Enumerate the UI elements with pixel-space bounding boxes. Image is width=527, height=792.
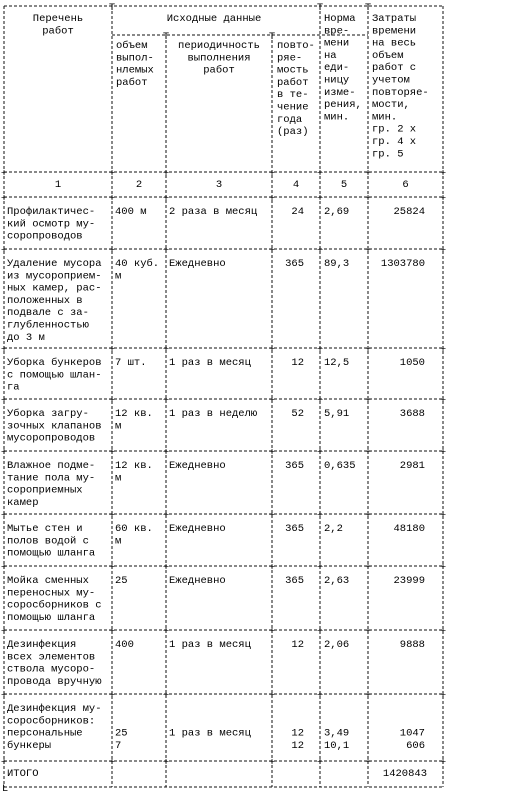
header-norm: мин. (324, 111, 350, 124)
cross-glyph: + (162, 395, 170, 407)
row-volume: м (115, 472, 122, 485)
cross-glyph: + (162, 344, 170, 356)
cross-glyph: + (0, 193, 8, 205)
row-repeat: 365 (285, 258, 304, 270)
header-periodicity: работ (203, 64, 235, 77)
row-work-name: ных камер, рас- (7, 282, 102, 295)
header-cost: на весь (372, 37, 417, 50)
row-norm: 89,3 (324, 258, 350, 270)
cross-glyph: + (0, 690, 8, 702)
row-volume: 7 шт. (115, 357, 147, 369)
row-repeat: 12 (291, 739, 304, 752)
row-work-name: тание пола му- (7, 472, 96, 485)
header-norm: мени (324, 37, 350, 50)
row-work-name: Профилактичес- (7, 206, 96, 218)
cross-glyph: + (108, 193, 116, 205)
row-work-name: камер (7, 496, 39, 509)
row-work-name: помощью шланга (7, 611, 96, 624)
column-number: 6 (402, 179, 409, 191)
cross-glyph: + (162, 562, 170, 574)
header-repeat: мость (277, 64, 309, 77)
row-volume: 25 (115, 727, 128, 740)
row-norm: 2,63 (324, 575, 350, 587)
cross-glyph: + (364, 626, 372, 638)
cross-glyph: + (439, 626, 447, 638)
cross-glyph: + (268, 395, 276, 407)
header-periodicity: периодичность (178, 40, 260, 52)
row-volume: 40 куб. (115, 258, 160, 270)
header-volume: нлемых (116, 64, 154, 77)
row-work-name: кий осмотр му- (7, 218, 96, 231)
cross-glyph: + (0, 168, 8, 180)
cross-glyph: + (364, 510, 372, 522)
header-cost: гр. 4 х (372, 136, 417, 148)
row-work-name: с помощью шлан- (7, 369, 102, 382)
cross-glyph: + (268, 168, 276, 180)
row-periodicity: Ежедневно (169, 460, 226, 472)
row-repeat: 52 (291, 408, 304, 420)
header-norm: вре- (324, 25, 350, 38)
tee-bottom-glyph: L (1, 783, 9, 792)
row-norm: 10,1 (324, 739, 350, 752)
row-periodicity: 1 раз в неделю (169, 408, 258, 420)
row-volume: 7 (115, 739, 122, 752)
cross-glyph: + (108, 395, 116, 407)
header-work-list: Перечень (32, 13, 84, 25)
cross-glyph: + (108, 245, 116, 257)
header-repeat: года (277, 113, 303, 126)
header-cost: мин. (372, 111, 398, 124)
cross-glyph: + (0, 245, 8, 257)
cross-glyph: + (108, 757, 116, 769)
row-repeat: 12 (291, 639, 304, 651)
row-work-name: положенных в (7, 294, 83, 307)
header-volume: объем (116, 40, 148, 52)
header-repeat: чение (277, 101, 309, 114)
cross-glyph: + (316, 193, 324, 205)
row-work-name: подвале с за- (7, 307, 89, 320)
row-cost: 606 (406, 739, 425, 752)
cross-glyph: + (364, 344, 372, 356)
header-cost: Затраты (372, 13, 417, 25)
cross-glyph: + (0, 344, 8, 356)
header-work-list: работ (42, 25, 74, 38)
header-cost: мости, (372, 99, 410, 112)
row-periodicity: 2 раза в месяц (169, 206, 258, 218)
row-norm: 2,06 (324, 639, 350, 651)
cross-glyph: + (108, 447, 116, 459)
row-work-name: ствола мусоро- (7, 663, 96, 676)
cross-glyph: + (162, 447, 170, 459)
row-cost: 1047 (399, 727, 425, 740)
cross-glyph: + (439, 193, 447, 205)
header-norm: еди- (324, 62, 350, 75)
column-number: 5 (340, 179, 348, 191)
cross-glyph: + (316, 344, 324, 356)
cross-glyph: + (439, 168, 447, 180)
column-number: 3 (215, 179, 223, 191)
row-cost: 25824 (393, 206, 425, 218)
cross-glyph: + (268, 510, 276, 522)
cross-glyph: + (162, 690, 170, 702)
cross-glyph: + (268, 626, 276, 638)
cross-glyph: + (364, 690, 372, 702)
header-cost: повторяе- (372, 86, 429, 99)
row-cost: 23999 (393, 575, 425, 587)
header-cost: гр. 2 х (372, 123, 417, 136)
row-cost: 48180 (393, 523, 425, 535)
cross-glyph: + (268, 562, 276, 574)
tee-top-glyph: T (108, 2, 116, 14)
row-work-name: полов водой с (7, 535, 89, 548)
column-number: 4 (292, 179, 300, 191)
header-cost: работ с (372, 62, 417, 75)
tee-top-glyph: T (268, 31, 276, 43)
header-repeat: повто- (277, 40, 315, 52)
row-work-name: из мусороприем- (7, 270, 102, 283)
cross-glyph: + (0, 562, 8, 574)
cross-glyph: + (108, 562, 116, 574)
row-work-name: всех элементов (7, 651, 96, 664)
row-work-name: Удаление мусора (7, 258, 102, 270)
row-work-name: Дезинфекция (7, 639, 77, 651)
row-repeat: 365 (285, 575, 304, 587)
row-periodicity: 1 раз в месяц (169, 357, 251, 369)
row-work-name: помощью шланга (7, 547, 96, 560)
cross-glyph: + (162, 168, 170, 180)
header-norm: изме- (324, 86, 356, 99)
row-work-name: переносных му- (7, 587, 96, 600)
header-periodicity: выполнения (187, 52, 251, 65)
header-cost: гр. 5 (372, 148, 404, 161)
header-norm: на (324, 49, 337, 62)
cross-glyph: + (316, 447, 324, 459)
cross-glyph: + (439, 562, 447, 574)
row-volume: м (115, 420, 122, 433)
row-work-name: Уборка загру- (7, 408, 89, 420)
row-work-name: бункеры (7, 739, 52, 752)
header-norm: Норма (324, 13, 356, 25)
cross-glyph: + (439, 447, 447, 459)
row-work-name: Уборка бункеров (7, 357, 102, 369)
cross-glyph: + (364, 395, 372, 407)
row-work-name: соросборников с (7, 599, 102, 612)
cross-glyph: + (316, 757, 324, 769)
row-volume: м (115, 535, 122, 548)
row-work-name: глубленностью (7, 319, 89, 332)
row-work-name: га (7, 381, 20, 394)
header-source-data: Исходные данные (166, 13, 262, 25)
row-periodicity: Ежедневно (169, 523, 226, 535)
row-norm: 5,91 (324, 408, 350, 420)
row-cost: 9888 (399, 639, 425, 651)
row-work-name: мусоропроводов (7, 432, 96, 445)
cross-glyph: + (108, 690, 116, 702)
header-cost: объем (372, 49, 404, 62)
cross-glyph: + (439, 395, 447, 407)
row-norm: 3,49 (324, 727, 350, 740)
header-volume: работ (116, 76, 148, 89)
total-label: ИТОГО (7, 768, 39, 780)
row-volume: 60 кв. (115, 523, 153, 535)
cross-glyph: + (268, 447, 276, 459)
cross-glyph: + (268, 193, 276, 205)
row-volume: 400 м (115, 206, 147, 218)
row-norm: 2,69 (324, 206, 350, 218)
cross-glyph: + (108, 626, 116, 638)
row-periodicity: Ежедневно (169, 258, 226, 270)
row-work-name: до 3 м (7, 331, 45, 344)
row-work-name: провода вручную (7, 675, 102, 688)
cross-glyph: + (0, 757, 8, 769)
tee-top-glyph: T (162, 31, 170, 43)
cross-glyph: + (439, 344, 447, 356)
cross-glyph: + (439, 757, 447, 769)
cross-glyph: + (364, 562, 372, 574)
row-volume: 12 кв. (115, 408, 153, 420)
cross-glyph: + (162, 193, 170, 205)
cross-glyph: + (316, 690, 324, 702)
column-number: 2 (135, 179, 143, 191)
header-repeat: (раз) (277, 126, 309, 139)
row-repeat: 365 (285, 523, 304, 535)
header-norm: ницу (324, 74, 350, 87)
row-norm: 2,2 (324, 523, 343, 535)
cross-glyph: + (364, 245, 372, 257)
row-work-name: Дезинфекция му- (7, 703, 102, 715)
cross-glyph: + (364, 757, 372, 769)
cross-glyph: + (0, 395, 8, 407)
cross-glyph: + (268, 757, 276, 769)
header-cost: учетом (372, 74, 410, 87)
cross-glyph: + (316, 168, 324, 180)
total-cost: 1420843 (382, 768, 427, 780)
cross-glyph: + (439, 245, 447, 257)
header-cost: времени (372, 25, 417, 38)
row-cost: 2981 (399, 460, 425, 472)
row-repeat: 12 (291, 727, 304, 740)
header-repeat: работ (277, 76, 309, 89)
cross-glyph: + (0, 510, 8, 522)
row-norm: 12,5 (324, 357, 350, 369)
cross-glyph: + (316, 245, 324, 257)
row-work-name: Мойка сменных (7, 575, 89, 587)
row-work-name: Влажное подме- (7, 460, 96, 472)
row-periodicity: 1 раз в месяц (169, 639, 251, 651)
cross-glyph: + (162, 626, 170, 638)
row-work-name: зочных клапанов (7, 420, 102, 433)
cross-glyph: + (439, 690, 447, 702)
cross-glyph: + (108, 510, 116, 522)
cross-glyph: + (268, 344, 276, 356)
row-norm: 0,635 (324, 460, 356, 472)
cross-glyph: + (364, 168, 372, 180)
cross-glyph: + (108, 344, 116, 356)
cross-glyph: + (0, 626, 8, 638)
row-work-name: Мытье стен и (7, 523, 83, 535)
row-cost: 1050 (399, 357, 425, 369)
row-work-name: сороприемных (7, 484, 83, 497)
row-volume: 12 кв. (115, 460, 153, 472)
row-volume: м (115, 270, 122, 283)
cross-glyph: + (108, 168, 116, 180)
row-periodicity: Ежедневно (169, 575, 226, 587)
cross-glyph: + (316, 626, 324, 638)
row-cost: 1303780 (380, 258, 425, 270)
cross-glyph: + (268, 245, 276, 257)
cross-glyph: + (316, 395, 324, 407)
row-volume: 25 (115, 575, 128, 587)
row-work-name: соросборников: (7, 715, 96, 728)
header-repeat: в те- (277, 89, 309, 102)
cross-glyph: + (162, 510, 170, 522)
cross-glyph: + (316, 510, 324, 522)
row-repeat: 24 (291, 206, 304, 218)
header-repeat: ряе- (277, 52, 303, 65)
column-number: 1 (54, 179, 62, 191)
cross-glyph: + (316, 562, 324, 574)
row-periodicity: 1 раз в месяц (169, 727, 251, 740)
header-volume: выпол- (116, 52, 154, 65)
header-norm: рения, (324, 99, 362, 112)
row-work-name: персональные (7, 727, 83, 740)
cross-glyph: + (162, 245, 170, 257)
cross-glyph: + (364, 193, 372, 205)
cross-glyph: + (439, 510, 447, 522)
tee-top-glyph: T (364, 2, 372, 14)
cross-glyph: + (0, 447, 8, 459)
row-cost: 3688 (399, 408, 425, 420)
row-volume: 400 (115, 639, 134, 651)
cross-glyph: + (268, 690, 276, 702)
cross-glyph: + (364, 447, 372, 459)
row-repeat: 12 (291, 357, 304, 369)
tee-top-glyph: T (316, 2, 324, 14)
row-work-name: соропроводов (7, 230, 83, 243)
cross-glyph: + (162, 757, 170, 769)
row-repeat: 365 (285, 460, 304, 472)
